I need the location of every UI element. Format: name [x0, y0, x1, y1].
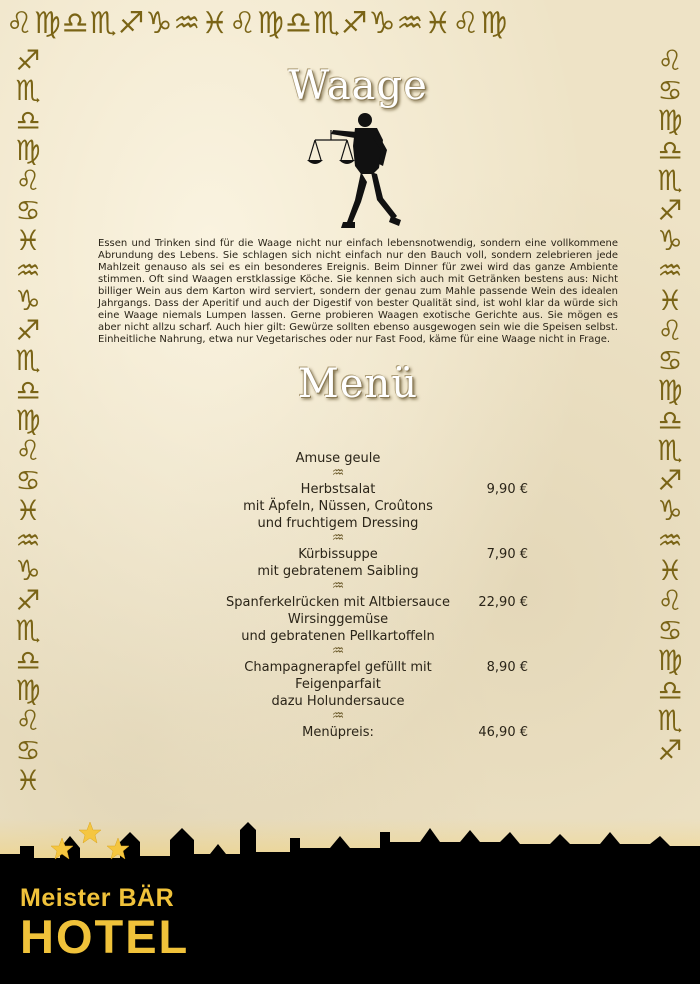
course-line: Herbstsalat [300, 482, 376, 497]
course-line: Kürbissuppe [298, 547, 378, 562]
menu-total-label: Menüpreis: [302, 725, 374, 740]
course-line: Spanferkelrücken mit Altbiersauce [226, 595, 450, 610]
zodiac-border-left: ♐♏♎♍♌♋♓♒♑♐♏♎♍♌♋♓♒♑♐♏♎♍♌♋♓ [15, 46, 41, 797]
sign-section [94, 62, 622, 408]
menu-course [200, 546, 540, 580]
course-line: Feigenparfait [295, 677, 381, 692]
libra-figure-icon [303, 110, 413, 230]
menu-course [200, 450, 540, 467]
aquarius-separator-icon: ♒ [331, 643, 345, 659]
zodiac-border-top: ♌♍♎♏♐♑♒♓♌♍♎♏♐♑♒♓♌♍ [6, 6, 509, 41]
sign-title: Waage [288, 63, 428, 109]
menu-course [200, 659, 540, 710]
course-line: und gebratenen Pellkartoffeln [241, 629, 435, 644]
aquarius-separator-icon: ♒ [331, 708, 345, 724]
menu-total [200, 724, 540, 741]
course-price: 22,90 € [478, 595, 528, 610]
course-line: dazu Holundersauce [271, 694, 405, 709]
course-price: 9,90 € [486, 482, 528, 497]
course-line: und fruchtigem Dressing [257, 516, 419, 531]
course-line: Amuse geule [295, 451, 381, 466]
course-line: Wirsinggemüse [287, 612, 389, 627]
hotel-logo [20, 884, 189, 962]
zodiac-border-right: ♌♋♍♎♏♐♑♒♓♌♋♍♎♏♐♑♒♓♌♋♍♎♏♐ [657, 46, 683, 767]
aquarius-separator-icon: ♒ [331, 530, 345, 546]
menu-course [200, 481, 540, 532]
menu-list [200, 450, 540, 741]
course-line: Champagnerapfel gefüllt mit [244, 660, 432, 675]
course-line: mit gebratenem Saibling [257, 564, 419, 579]
menu-title: Menü [297, 361, 419, 407]
hotel-name: Meister BÄR [20, 884, 175, 912]
menu-total-price: 46,90 € [478, 725, 528, 740]
menu-course [200, 594, 540, 645]
course-line: mit Äpfeln, Nüssen, Croûtons [243, 499, 433, 514]
hotel-word: HOTEL [20, 910, 190, 963]
aquarius-separator-icon: ♒ [331, 465, 345, 481]
aquarius-separator-icon: ♒ [331, 578, 345, 594]
course-price: 8,90 € [486, 660, 528, 675]
course-price: 7,90 € [486, 547, 528, 562]
sign-description: Essen und Trinken sind für die Waage nicht nur einfach lebensnotwendig, sondern eine vollkommene Abrundung des Lebens. Sie schlagen sich nicht einfach nur den Bauch voll, sondern zelebrieren jede Mahlzeit genauso als sei es ein besonderes Ereignis. Beim Dinner für zwei wird das ganze Ambiente stimmen. Oft sind Waagen erstklassige Köche. Sie kennen sich auch mit Getränken bestens aus: Nicht billiger Wein aus dem Karton wird serviert, sondern der genau zum Mahle passende Wein des idealen Jahrgangs. Dass der Aperitif und auch der Digestif von bester Qualität sind, ist wohl klar da würde sich eine Waage niemals Lumpen lassen. Gerne probieren Waagen exotische Gerichte aus. Sie mögen es aber nicht allzu scharf. Auch hier gilt: Gewürze sollten ebenso ausgewogen sein wie die Speisen selbst. Einheitliche Nahrung, etwa nur Vegetarisches oder nur Fast Food, käme für eine Waage nicht in Frage. [98, 238, 618, 345]
